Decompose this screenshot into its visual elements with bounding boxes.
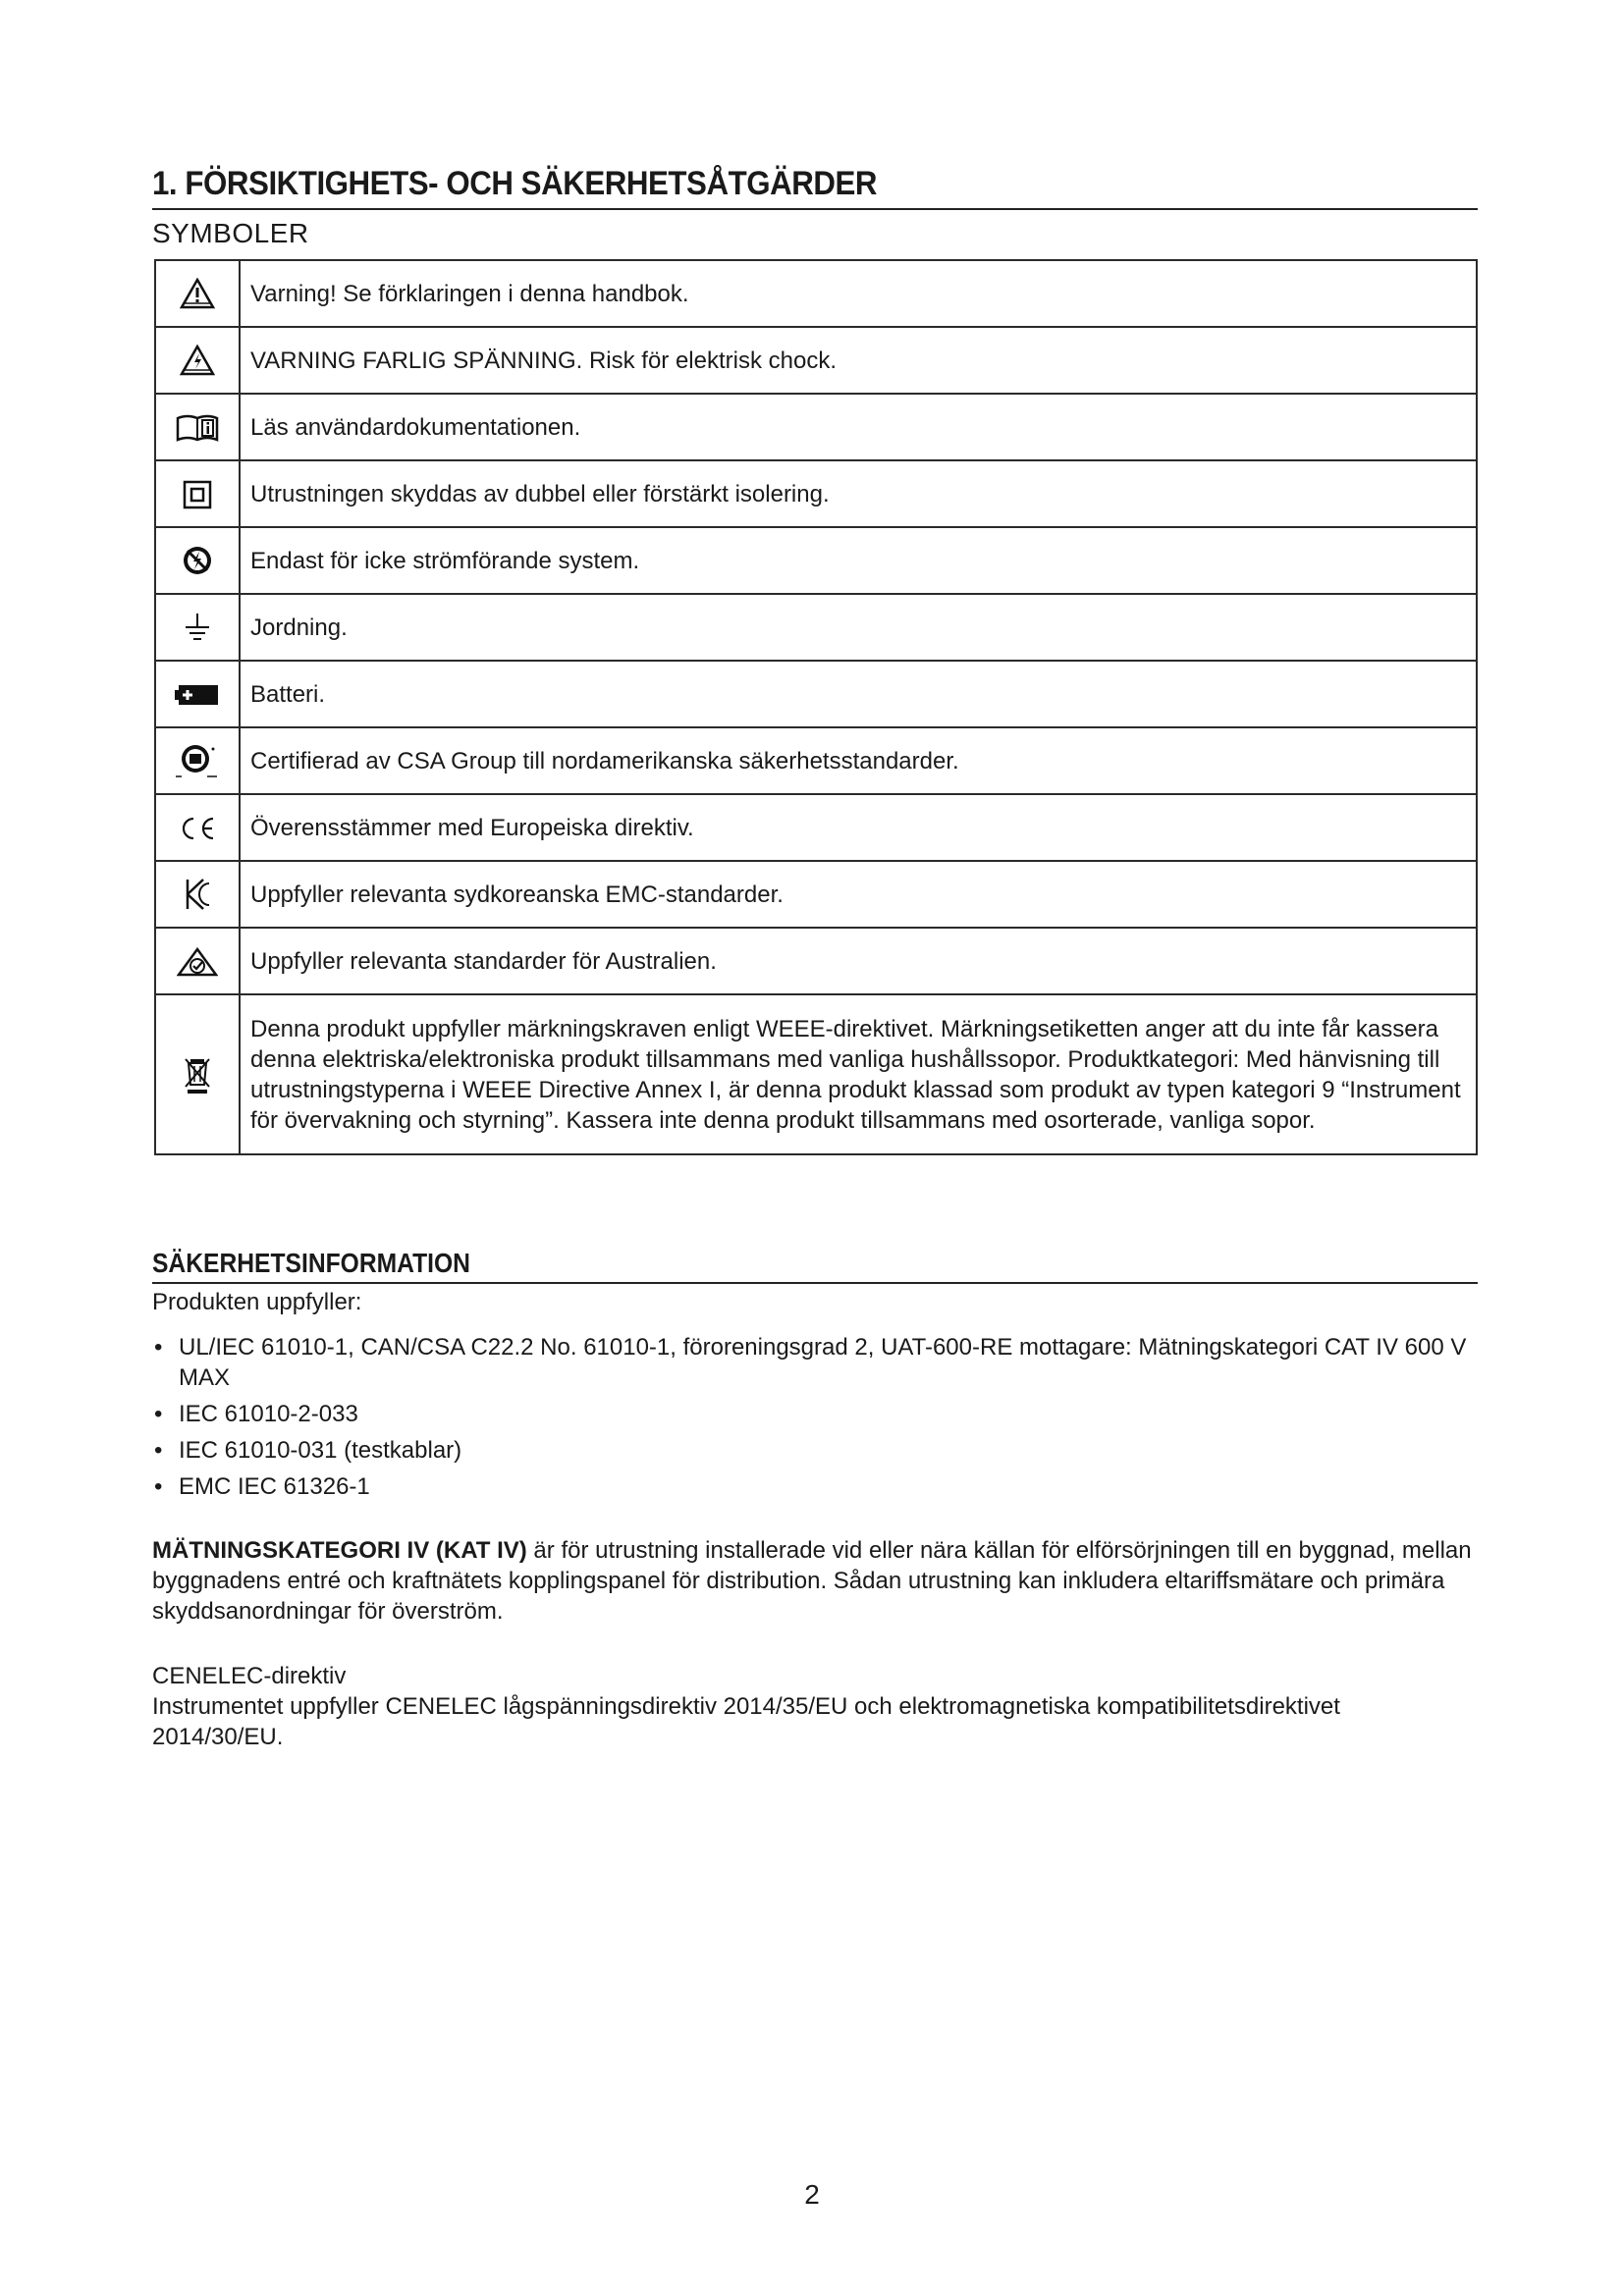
symbol-description: Certifierad av CSA Group till nordamerikanska säkerhetsstandarder. bbox=[240, 727, 1477, 794]
symbols-title: SYMBOLER bbox=[152, 218, 309, 248]
symbol-row bbox=[155, 727, 1477, 794]
symbol-row bbox=[155, 994, 1477, 1154]
list-item: • EMC IEC 61326-1 bbox=[152, 1471, 1473, 1502]
symbol-row bbox=[155, 260, 1477, 327]
rcm-mark-icon bbox=[177, 947, 218, 977]
cenelec-title: CENELEC-direktiv bbox=[152, 1663, 347, 1689]
list-item: • IEC 61010-031 (testkablar) bbox=[152, 1435, 1473, 1466]
symbol-row bbox=[155, 794, 1477, 861]
symbol-description: VARNING FARLIG SPÄNNING. Risk för elektrisk chock. bbox=[240, 327, 1477, 394]
cenelec-text: Instrumentet uppfyller CENELEC lågspänningsdirektiv 2014/35/EU och elektromagnetiska kompatibilitetsdirektivet 2014/30/EU. bbox=[152, 1693, 1340, 1750]
symbol-description: Överensstämmer med Europeiska direktiv. bbox=[240, 794, 1477, 861]
double-insulation-icon bbox=[183, 480, 212, 509]
warning-triangle-icon bbox=[180, 278, 215, 309]
symbol-description: Jordning. bbox=[240, 594, 1477, 661]
symbol-row bbox=[155, 394, 1477, 460]
kc-mark-icon bbox=[184, 878, 211, 911]
symbols-table bbox=[154, 259, 1478, 1155]
safety-heading-rule bbox=[152, 1282, 1478, 1284]
symbol-description: Uppfyller relevanta sydkoreanska EMC-standarder. bbox=[240, 861, 1477, 928]
symbol-description: Endast för icke strömförande system. bbox=[240, 527, 1477, 594]
ce-mark-icon bbox=[178, 816, 217, 841]
symbol-description: Varning! Se förklaringen i denna handbok. bbox=[240, 260, 1477, 327]
high-voltage-triangle-icon bbox=[180, 345, 215, 376]
symbol-row bbox=[155, 861, 1477, 928]
symbol-row bbox=[155, 327, 1477, 394]
safety-intro: Produkten uppfyller: bbox=[152, 1289, 362, 1315]
heading-rule bbox=[152, 208, 1478, 210]
manual-book-icon bbox=[176, 414, 219, 442]
symbol-description: Denna produkt uppfyller märkningskraven enligt WEEE-direktivet. Märkningsetiketten anger att du inte får kassera denna elektriska/elektroniska produkt tillsammans med vanliga hushållssopor. Produktkategori: Med hänvisning till utrustningstyperna i WEEE Directive Annex I, är denna produkt klassad som produkt av typen kategori 9 “Instrument för övervakning och styrning”. Kassera inte denna produkt tillsammans med osorterade, vanliga sopor. bbox=[240, 994, 1477, 1154]
symbol-row bbox=[155, 460, 1477, 527]
list-item: • IEC 61010-2-033 bbox=[152, 1399, 1473, 1429]
standards-list bbox=[152, 1332, 1473, 1508]
symbol-row bbox=[155, 661, 1477, 727]
section-heading: 1. FÖRSIKTIGHETS- OCH SÄKERHETSÅTGÄRDER bbox=[152, 165, 878, 202]
symbol-description: Batteri. bbox=[240, 661, 1477, 727]
symbol-row bbox=[155, 928, 1477, 994]
list-item: • UL/IEC 61010-1, CAN/CSA C22.2 No. 61010-1, föroreningsgrad 2, UAT-600-RE mottagare: Mätningskategori CAT IV 600 V MAX bbox=[152, 1332, 1473, 1393]
symbol-row bbox=[155, 527, 1477, 594]
battery-icon bbox=[175, 683, 220, 707]
weee-bin-icon bbox=[184, 1055, 211, 1095]
safety-heading: SÄKERHETSINFORMATION bbox=[152, 1248, 470, 1278]
symbol-description: Uppfyller relevanta standarder för Australien. bbox=[240, 928, 1477, 994]
measurement-category-text: är för utrustning installerade vid eller nära källan för elförsörjningen till en byggnad, mellan byggnadens entré och kraftnätets kopplingspanel för distribution. Sådan utrustning kan inkludera eltariffsmätare och primära skyddsanordningar för överström. bbox=[152, 1537, 1472, 1625]
measurement-category-term: MÄTNINGSKATEGORI IV (KAT IV) bbox=[152, 1537, 527, 1564]
csa-mark-icon bbox=[172, 741, 223, 780]
symbol-description: Läs användardokumentationen. bbox=[240, 394, 1477, 460]
measurement-category-paragraph bbox=[152, 1535, 1473, 1627]
symbol-row bbox=[155, 594, 1477, 661]
symbol-description: Utrustningen skyddas av dubbel eller förstärkt isolering. bbox=[240, 460, 1477, 527]
page-number: 2 bbox=[804, 2179, 820, 2210]
ground-icon bbox=[184, 612, 211, 643]
no-live-circuit-icon bbox=[182, 545, 213, 576]
